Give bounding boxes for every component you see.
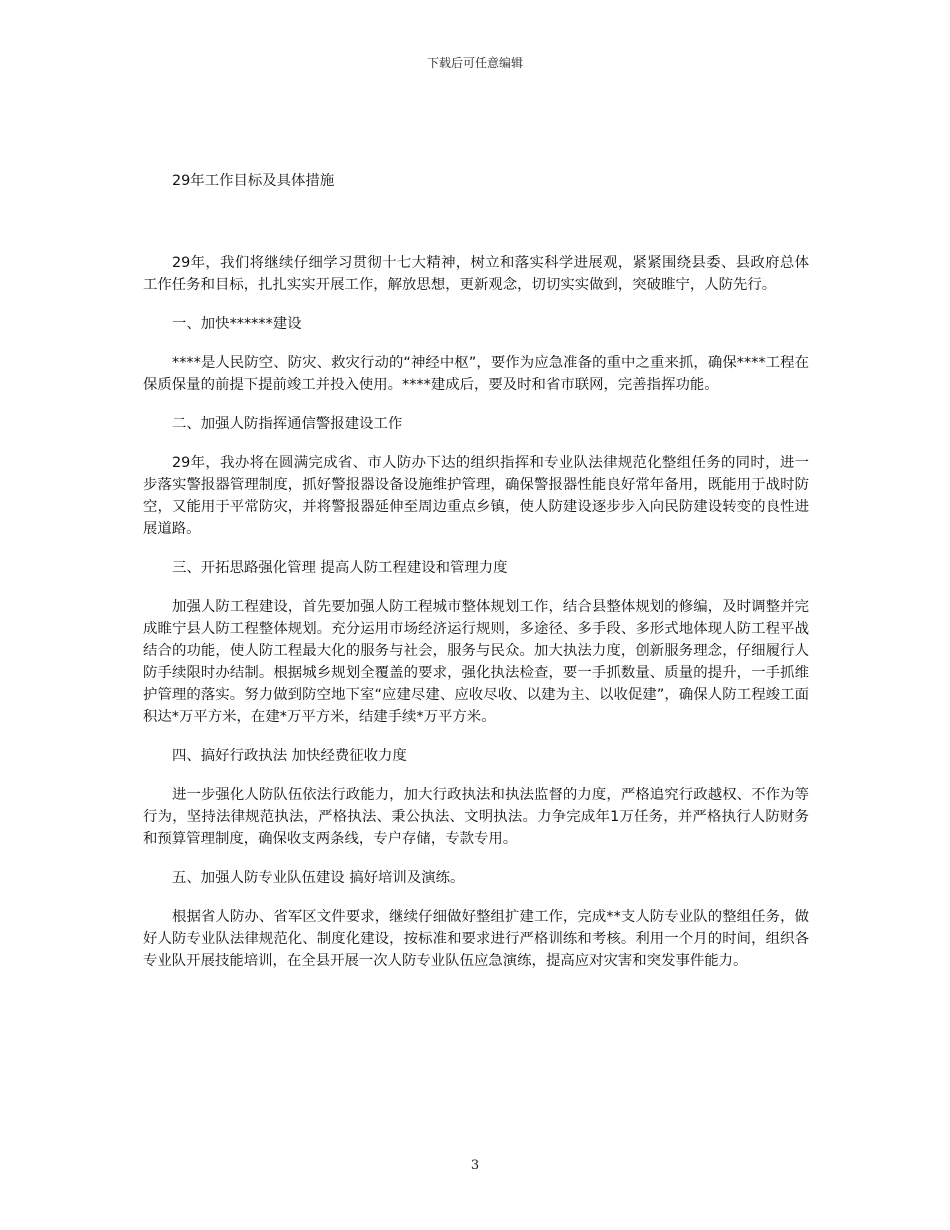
section-4-heading: 四、搞好行政执法 加快经费征收力度: [172, 748, 407, 764]
download-note: 下载后可任意编辑: [426, 56, 523, 70]
section-5-heading: 五、加强人防专业队伍建设 搞好培训及演练。: [172, 870, 465, 886]
section-2-heading: 二、加强人防指挥通信警报建设工作: [172, 416, 403, 432]
section-5-paragraph: 根据省人防办、省军区文件要求，继续仔细做好整组扩建工作，完成**支人防专业队的整组任务，做好人防专业队法律规范化、制度化建设，按标准和要求进行严格训练和考核。利用一个月的时间，组织各专业队开展技能培训，在全县开展一次人防专业队伍应急演练，提高应对灾害和突发事件能力。: [143, 909, 809, 969]
section-2-paragraph: 29年，我办将在圆满完成省、市人防办下达的组织指挥和专业队法律规范化整组任务的同时，进一步落实警报器管理制度，抓好警报器设备设施维护管理，确保警报器性能良好常年备用，既能用于战时防空，又能用于平常防灾，并将警报器延伸至周边重点乡镇，使人防建设逐步步入向民防建设转变的良性进展道路。: [143, 455, 809, 537]
document-body: [143, 170, 809, 989]
section-3-paragraph: 加强人防工程建设，首先要加强人防工程城市整体规划工作，结合县整体规划的修编，及时调整并完成睢宁县人防工程整体规划。充分运用市场经济运行规则，多途径、多手段、多形式地体现人防工程平战结合的功能，使人防工程最大化的服务与社会，服务与民众。加大执法力度，创新服务理念，仔细履行人防手续限时办结制。根据城乡规划全覆盖的要求，强化执法检查，要一手抓数量、质量的提升，一手抓维护管理的落实。努力做到防空地下室“应建尽建、应收尽收、以建为主、以收促建”，确保人防工程竣工面积达*万平方米，在建*万平方米，结建手续*万平方米。: [143, 599, 809, 725]
section-1-heading: 一、加快******建设: [172, 316, 302, 332]
document-title: 29年工作目标及具体措施: [172, 173, 335, 189]
section-4-paragraph: 进一步强化人防队伍依法行政能力，加大行政执法和执法监督的力度，严格追究行政越权、不作为等行为，坚持法律规范执法，严格执法、秉公执法、文明执法。力争完成年1万任务，并严格执行人防财务和预算管理制度，确保收支两条线，专户存储，专款专用。: [143, 787, 809, 847]
section-1-paragraph: ****是人民防空、防灾、救灾行动的“神经中枢”，要作为应急准备的重中之重来抓，确保****工程在保质保量的前提下提前竣工并投入使用。****建成后，要及时和省市联网，完善指挥功能。: [143, 355, 809, 393]
page-number: 3: [470, 1158, 480, 1173]
intro-paragraph: 29年，我们将继续仔细学习贯彻十七大精神，树立和落实科学进展观，紧紧围绕县委、县政府总体工作任务和目标，扎扎实实开展工作，解放思想，更新观念，切切实实做到，突破睢宁，人防先行。: [143, 255, 809, 293]
section-3-heading: 三、开拓思路强化管理 提高人防工程建设和管理力度: [172, 560, 508, 576]
